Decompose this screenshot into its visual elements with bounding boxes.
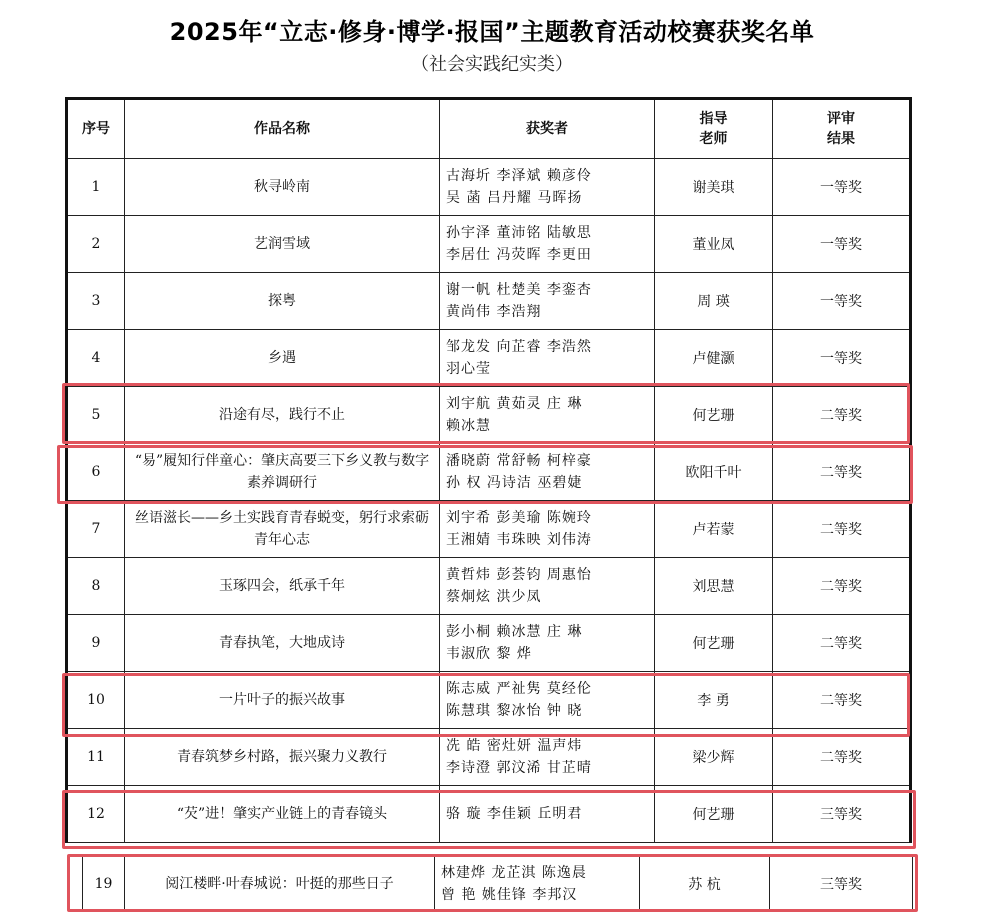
row-winners-line2: 羽心莹 xyxy=(446,361,491,377)
row-index: 6 xyxy=(67,444,125,501)
row-result: 二等奖 xyxy=(773,444,911,501)
row-winners-line2: 曾 艳 姚佳锋 李邦汉 xyxy=(441,887,578,903)
row-index: 10 xyxy=(67,672,125,729)
row-winners xyxy=(440,615,655,672)
row-index: 19 xyxy=(83,857,125,912)
row-work-title: “芡”进！肇实产业链上的青春镜头 xyxy=(125,786,440,843)
row-result: 一等奖 xyxy=(773,159,911,216)
row-winners xyxy=(440,159,655,216)
row-advisor: 何艺珊 xyxy=(655,615,773,672)
row-winners-line2: 蔡炯炫 洪少凤 xyxy=(446,589,542,605)
row-winners-line2: 孙 权 冯诗洁 巫碧婕 xyxy=(446,475,583,491)
row-index: 1 xyxy=(67,159,125,216)
header-work: 作品名称 xyxy=(125,99,440,159)
table-row xyxy=(67,729,911,786)
row-work-title: 一片叶子的振兴故事 xyxy=(125,672,440,729)
row-advisor: 何艺珊 xyxy=(655,387,773,444)
table-row xyxy=(67,615,911,672)
row-winners-line1: 古海圻 李泽斌 赖彦伶 xyxy=(446,168,592,184)
row-winners xyxy=(440,216,655,273)
row-winners xyxy=(440,387,655,444)
row-index: 9 xyxy=(67,615,125,672)
row-winners-line1: 潘晓蔚 常舒畅 柯梓豪 xyxy=(446,453,592,469)
row-work-title: 玉琢四会，纸承千年 xyxy=(125,558,440,615)
row-winners xyxy=(440,729,655,786)
row-advisor: 梁少辉 xyxy=(655,729,773,786)
row-advisor: 刘思慧 xyxy=(655,558,773,615)
row-advisor: 周 瑛 xyxy=(655,273,773,330)
row-winners xyxy=(440,501,655,558)
row-advisor: 谢美琪 xyxy=(655,159,773,216)
row-index: 3 xyxy=(67,273,125,330)
row-index: 8 xyxy=(67,558,125,615)
row-index: 4 xyxy=(67,330,125,387)
table-row xyxy=(67,159,911,216)
table-row xyxy=(67,501,911,558)
row-work-title: 乡遇 xyxy=(125,330,440,387)
header-index: 序号 xyxy=(67,99,125,159)
row-winners-line2: 赖冰慧 xyxy=(446,418,491,434)
row-winners xyxy=(435,857,640,912)
row-result: 二等奖 xyxy=(773,729,911,786)
row-work-title: 阅江楼畔·叶春城说：叶挺的那些日子 xyxy=(125,857,435,912)
row-winners-line1: 冼 皓 密灶妍 温声炜 xyxy=(446,738,583,754)
table-row xyxy=(67,330,911,387)
header-result-line1: 评审 xyxy=(827,111,855,127)
table-row xyxy=(67,387,911,444)
row-work-title: “易”履知行伴童心：肇庆高要三下乡义教与数字素养调研行 xyxy=(125,444,440,501)
table-row xyxy=(67,786,911,843)
row-winners xyxy=(440,273,655,330)
row-winners-line1: 陈志威 严祉隽 莫经伦 xyxy=(446,681,592,697)
award-table xyxy=(65,97,912,843)
row-advisor: 苏 杭 xyxy=(640,857,770,912)
row-winners xyxy=(440,786,655,843)
table-row xyxy=(67,672,911,729)
row-result: 二等奖 xyxy=(773,615,911,672)
document-subtitle: （社会实践纪实类） xyxy=(411,54,573,75)
header-winners: 获奖者 xyxy=(440,99,655,159)
row-winners-line2: 李诗澄 郭汶浠 甘芷晴 xyxy=(446,760,592,776)
row-winners-line1: 谢一帆 杜楚美 李銮杏 xyxy=(446,282,592,298)
table-row xyxy=(83,857,913,912)
row-winners-line1: 邹龙发 向芷睿 李浩然 xyxy=(446,339,592,355)
header-result-line2: 结果 xyxy=(827,131,855,147)
header-advisor xyxy=(655,99,773,159)
table-row xyxy=(67,273,911,330)
row-result: 一等奖 xyxy=(773,216,911,273)
header-advisor-line1: 指导 xyxy=(699,111,728,127)
row-advisor: 董业凤 xyxy=(655,216,773,273)
row-index: 11 xyxy=(67,729,125,786)
row-result: 一等奖 xyxy=(773,273,911,330)
row-advisor: 何艺珊 xyxy=(655,786,773,843)
row-advisor: 欧阳千叶 xyxy=(655,444,773,501)
row-winners xyxy=(440,558,655,615)
row-advisor: 李 勇 xyxy=(655,672,773,729)
table-row xyxy=(67,444,911,501)
row-winners-line2: 李居仕 冯荧晖 李更田 xyxy=(446,247,592,263)
row-work-title: 秋寻岭南 xyxy=(125,159,440,216)
table-row xyxy=(67,216,911,273)
row-winners-line2: 吴 菡 吕丹耀 马晖扬 xyxy=(446,190,583,206)
row-result: 二等奖 xyxy=(773,501,911,558)
row-result: 二等奖 xyxy=(773,387,911,444)
row-winners-line1: 孙宇泽 董沛铭 陆敏思 xyxy=(446,225,592,241)
header-advisor-line2: 老师 xyxy=(699,131,728,147)
row-winners-line1: 黄哲炜 彭荟钧 周惠怡 xyxy=(446,567,592,583)
row-result: 三等奖 xyxy=(770,857,913,912)
row-index: 2 xyxy=(67,216,125,273)
row-winners xyxy=(440,672,655,729)
header-result xyxy=(773,99,911,159)
row-winners-line2: 韦淑欣 黎 烨 xyxy=(446,646,532,662)
row-advisor: 卢若蒙 xyxy=(655,501,773,558)
row-winners xyxy=(440,444,655,501)
row-winners-line1: 彭小桐 赖冰慧 庄 琳 xyxy=(446,624,583,640)
row-result: 一等奖 xyxy=(773,330,911,387)
row-result: 三等奖 xyxy=(773,786,911,843)
document-title: 2025年“立志·修身·博学·报国”主题教育活动校赛获奖名单 xyxy=(169,18,815,46)
row-advisor: 卢健灏 xyxy=(655,330,773,387)
row-index: 5 xyxy=(67,387,125,444)
award-table-last-row xyxy=(82,856,913,912)
row-winners-line2: 王湘婧 韦珠映 刘伟涛 xyxy=(446,532,592,548)
row-winners-line1: 林建烨 龙芷淇 陈逸晨 xyxy=(441,865,587,881)
row-result: 二等奖 xyxy=(773,558,911,615)
row-work-title: 青春筑梦乡村路，振兴聚力义教行 xyxy=(125,729,440,786)
row-winners xyxy=(440,330,655,387)
row-winners-line2: 陈慧琪 黎冰怡 钟 晓 xyxy=(446,703,583,719)
row-work-title: 探粤 xyxy=(125,273,440,330)
row-result: 二等奖 xyxy=(773,672,911,729)
row-work-title: 沿途有尽，践行不止 xyxy=(125,387,440,444)
row-winners-line2: 黄尚伟 李浩翔 xyxy=(446,304,542,320)
row-index: 7 xyxy=(67,501,125,558)
table-header-row xyxy=(67,99,911,159)
row-winners-line1: 刘宇航 黄茹灵 庄 琳 xyxy=(446,396,583,412)
row-work-title: 丝语滋长——乡土实践育青春蜕变，躬行求索砺青年心志 xyxy=(125,501,440,558)
row-winners-line1: 刘宇希 彭美瑜 陈婉玲 xyxy=(446,510,592,526)
row-work-title: 艺润雪域 xyxy=(125,216,440,273)
row-index: 12 xyxy=(67,786,125,843)
row-winners-line1: 骆 璇 李佳颖 丘明君 xyxy=(446,806,583,822)
table-row xyxy=(67,558,911,615)
row-work-title: 青春执笔，大地成诗 xyxy=(125,615,440,672)
